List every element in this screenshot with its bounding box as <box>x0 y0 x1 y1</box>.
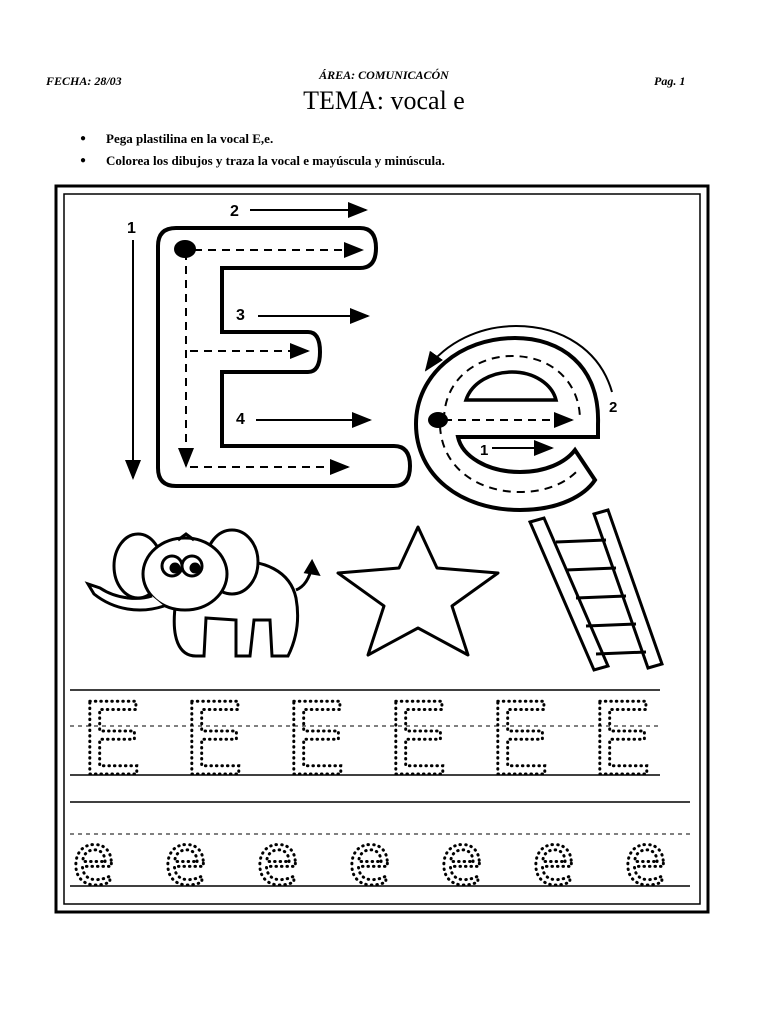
subject-area-label: ÁREA: COMUNICACÓN <box>319 68 449 82</box>
lowercase-tracing-row <box>72 819 667 901</box>
dotted-letter: e <box>532 819 576 901</box>
star-icon <box>338 527 498 655</box>
uppercase-tracing-row <box>80 681 653 798</box>
instruction-item: ● Colorea los dibujos y traza la vocal e mayúscula y minúscula. <box>80 150 445 172</box>
elephant-icon <box>88 530 318 656</box>
dotted-letter: E <box>590 681 654 798</box>
topic-title: TEMA: vocal e <box>303 86 465 115</box>
dotted-letter: E <box>284 681 348 798</box>
stroke-number: 1 <box>127 220 136 237</box>
dotted-letter: E <box>386 681 450 798</box>
instruction-item: ● Pega plastilina en la vocal E,e. <box>80 128 445 150</box>
stroke-number: 3 <box>236 307 245 324</box>
dotted-letter: e <box>440 819 484 901</box>
date-label: FECHA: 28/03 <box>46 74 122 88</box>
stroke-number: 4 <box>236 411 245 428</box>
dotted-letter: e <box>348 819 392 901</box>
dotted-letter: e <box>624 819 668 901</box>
stroke-number: 2 <box>609 399 618 416</box>
dotted-letter: e <box>256 819 300 901</box>
dotted-letter: E <box>80 681 144 798</box>
dotted-letter: E <box>182 681 246 798</box>
uppercase-e-tracing-icon <box>133 210 410 486</box>
dotted-letter: E <box>488 681 552 798</box>
dotted-letter: e <box>164 819 208 901</box>
stroke-number: 2 <box>230 203 239 220</box>
dotted-letter: e <box>72 819 116 901</box>
lowercase-e-tracing-icon <box>416 326 612 510</box>
page-number: Pag. 1 <box>654 74 686 88</box>
stroke-number: 1 <box>480 442 489 459</box>
ladder-icon <box>530 510 662 670</box>
